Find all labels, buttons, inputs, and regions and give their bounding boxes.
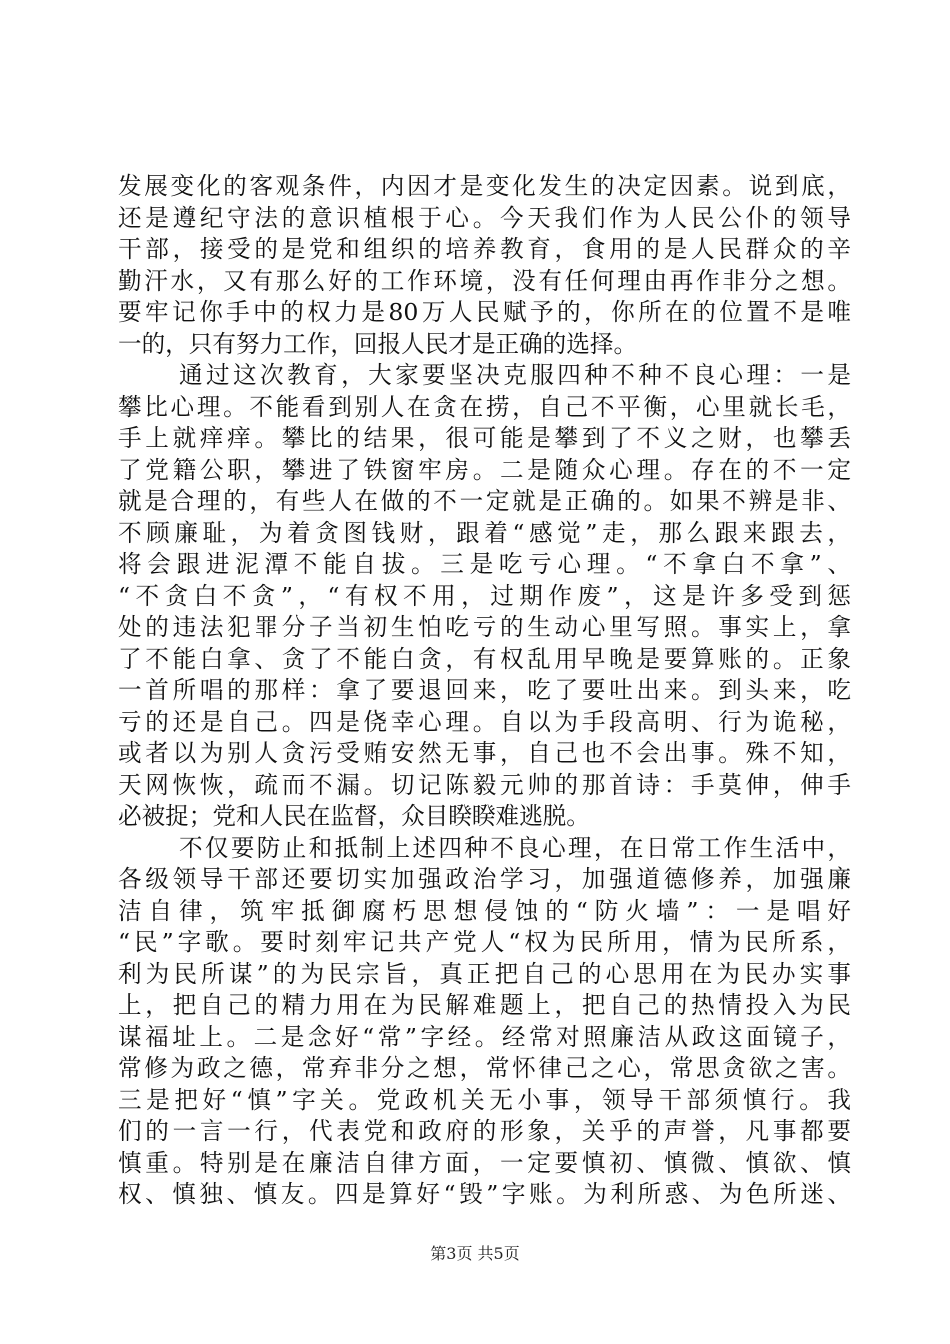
text-line: 了不能白拿、贪了不能白贪，有权乱用早晚是要算账的。正象: [118, 644, 851, 673]
text-line: 天网恢恢，疏而不漏。切记陈毅元帅的那首诗：手莫伸，伸手: [118, 770, 851, 799]
text-line: 洁自律，筑牢抵御腐朽思想侵蚀的“防火墙”：一是唱好: [118, 896, 851, 925]
text-line: 将会跟进泥潭不能自拔。三是吃亏心理。“不拿白不拿”、: [118, 550, 851, 578]
text-line: 发展变化的客观条件，内因才是变化发生的决定因素。说到底，: [118, 172, 851, 200]
text-line: 或者以为别人贪污受贿安然无事，自己也不会出事。殊不知，: [118, 739, 851, 767]
text-line: 攀比心理。不能看到别人在贪在捞，自己不平衡，心里就长毛，: [118, 392, 851, 421]
text-line: 三是把好“慎”字关。党政机关无小事，领导干部须慎行。我: [118, 1085, 851, 1114]
text-line: 一首所唱的那样：拿了要退回来，吃了要吐出来。到头来，吃: [118, 676, 851, 704]
text-line: 谋福址上。二是念好“常”字经。经常对照廉洁从政这面镜子，: [118, 1022, 851, 1051]
text-line: “民”字歌。要时刻牢记共产党人“权为民所用，情为民所系，: [118, 928, 851, 956]
text-line: 干部，接受的是党和组织的培养教育，食用的是人民群众的辛: [118, 235, 851, 263]
text-line: “不贪白不贪”，“有权不用，过期作废”，这是许多受到惩: [118, 581, 851, 610]
text-line: 不仅要防止和抵制上述四种不良心理，在日常工作生活中，: [179, 833, 851, 862]
text-line: 就是合理的，有些人在做的不一定就是正确的。如果不辨是非、: [118, 487, 851, 515]
text-line: 不顾廉耻，为着贪图钱财，跟着“感觉”走，那么跟来跟去，: [118, 518, 851, 547]
text-line: 必被捉；党和人民在监督，众目睽睽难逃脱。: [118, 802, 590, 830]
text-line: 亏的还是自己。四是侥幸心理。自以为手段高明、行为诡秘，: [118, 707, 851, 736]
text-line: 常修为政之德，常弃非分之想，常怀律己之心，常思贪欲之害。: [118, 1054, 851, 1082]
text-line: 勤汗水，又有那么好的工作环境，没有任何理由再作非分之想。: [118, 266, 851, 295]
text-line: 利为民所谋”的为民宗旨，真正把自己的心思用在为民办实事: [118, 959, 851, 988]
page-number: 第3页 共5页: [430, 1244, 520, 1263]
text-line: 们的一言一行，代表党和政府的形象，关乎的声誉，凡事都要: [118, 1117, 851, 1145]
text-line: 各级领导干部还要切实加强政治学习，加强道德修养，加强廉: [118, 865, 851, 893]
text-line: 要牢记你手中的权力是80万人民赋予的，你所在的位置不是唯: [118, 298, 851, 326]
text-line: 了党籍公职，攀进了铁窗牢房。二是随众心理。存在的不一定: [118, 455, 851, 484]
text-line: 一的，只有努力工作，回报人民才是正确的选择。: [118, 329, 638, 358]
text-line: 慎重。特别是在廉洁自律方面，一定要慎初、慎微、慎欲、慎: [118, 1148, 851, 1177]
text-line: 还是遵纪守法的意识植根于心。今天我们作为人民公仆的领导: [118, 203, 851, 232]
page-footer: [0, 1244, 950, 1264]
text-line: 权、慎独、慎友。四是算好“毁”字账。为利所惑、为色所迷、: [118, 1180, 851, 1208]
text-line: 通过这次教育，大家要坚决克服四种不种不良心理：一是: [179, 361, 851, 389]
text-line: 上，把自己的精力用在为民解难题上，把自己的热情投入为民: [118, 991, 851, 1019]
body-text: [118, 171, 851, 1211]
text-line: 手上就痒痒。攀比的结果，很可能是攀到了不义之财，也攀丢: [118, 424, 851, 452]
text-line: 处的违法犯罪分子当初生怕吃亏的生动心里写照。事实上，拿: [118, 613, 851, 641]
